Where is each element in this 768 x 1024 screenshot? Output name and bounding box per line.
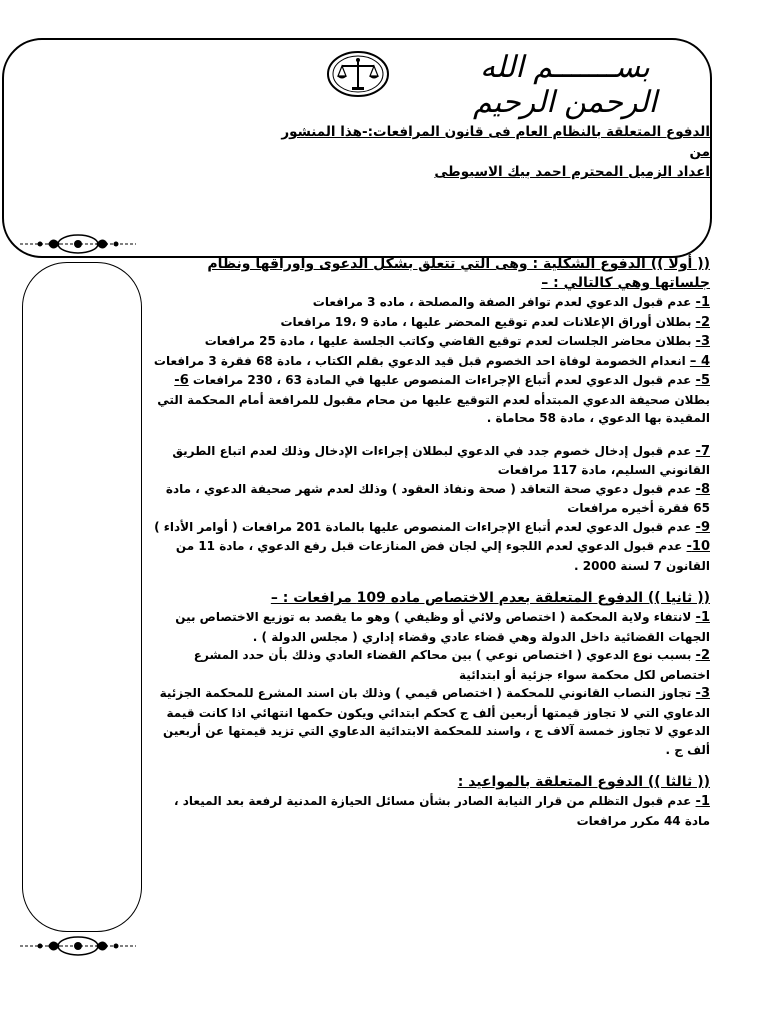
list-item	[150, 371, 710, 428]
list-item	[150, 684, 710, 759]
document-body	[150, 255, 710, 830]
item-text: عدم قبول الدعوي لعدم أتباع الإجراءات المنصوص عليها بالمادة 201 مرافعات ( أوامر الأداء )	[154, 519, 692, 534]
item-text: لانتفاء ولاية المحكمة ( اختصاص ولائي أو وظيفي ) وهو ما يقصد به توزيع الاختصاص بين الجهات القضائية داخل الدولة وهي قضاء عادي وقضاء إداري ( مجلس الدولة ) .	[175, 610, 710, 644]
item-text: عدم قبول إدخال خصوم جدد في الدعوي لبطلان إجراءات الإدخال وذلك لعدم اتباع الطريق القانوني السليم، مادة 117 مرافعات	[172, 443, 710, 477]
item-text: عدم قبول الدعوي لعدم اللجوء إلي لجان فض المنازعات قبل رفع الدعوي ، مادة 11 من القانون 7 لسنة 2000 .	[175, 539, 710, 573]
item-number: 1-	[695, 794, 710, 809]
item-text: بطلان محاضر الجلسات لعدم توقيع القاضي وكاتب الجلسة عليها ، مادة 25 مرافعات	[204, 334, 692, 348]
item-number: 1-	[695, 610, 710, 625]
section-heading-jurisdiction: (( ثانيا )) الدفوع المتعلقة بعدم الاختصاص ماده 109 مرافعات : –	[270, 590, 710, 606]
item-text: عدم قبول الدعوي لعدم توافر الصفة والمصلحة ، ماده 3 مرافعات	[312, 295, 692, 309]
item-number: 3-	[695, 686, 710, 701]
item-number: 10-	[686, 539, 710, 554]
list-item	[150, 608, 710, 646]
section-heading-deadlines: (( ثالثا )) الدفوع المتعلقة بالمواعيد :	[457, 774, 710, 790]
item-number: 1-	[695, 295, 710, 310]
list-item	[150, 332, 710, 352]
item-number: 6-	[174, 373, 189, 388]
list-item	[150, 352, 710, 372]
item-text: عدم قبول التظلم من قرار النيابة الصادر بشأن مسائل الحيازة المدنية لرفعة بعد الميعاد ، مادة 44 مكرر مرافعات	[174, 794, 710, 828]
item-text: انعدام الخصومة لوفاة احد الخصوم قبل قيد الدعوي بقلم الكتاب ، مادة 68 فقرة 3 مرافعات	[153, 353, 686, 368]
list-item	[150, 442, 710, 480]
spacer	[150, 575, 710, 589]
basmala-calligraphy: بســـــــم الله الرحمن الرحيم	[473, 50, 657, 120]
list-item	[150, 792, 710, 830]
list-item	[150, 480, 710, 518]
item-number: 8-	[695, 481, 710, 497]
item-number: 5-	[695, 373, 710, 388]
item-number: 3-	[695, 334, 710, 349]
list-item	[150, 537, 710, 575]
intro-title: الدفوع المتعلقة بالنظام العام فى قانون المرافعات:-هذا المنشور من	[281, 124, 710, 160]
item-number: 7-	[695, 443, 710, 459]
document-intro	[270, 122, 710, 182]
item-number: 2-	[695, 648, 710, 663]
item-text: بطلان أوراق الإعلانات لعدم توقيع المحضر عليها ، مادة 9 ،19 مرافعات	[280, 314, 692, 329]
list-item	[150, 293, 710, 313]
spacer	[150, 759, 710, 773]
item-text: بطلان صحيفة الدعوي المبتدأه لعدم التوقيع عليها من محام مقبول للمرافعة أمام المحكمة التي المقيدة بها الدعوي ، مادة 58 محاماة .	[157, 392, 710, 425]
item-text: عدم قبول الدعوي لعدم أتباع الإجراءات المنصوص عليها في المادة 63 ، 230 مرافعات	[192, 373, 692, 387]
floral-ornament-icon	[18, 935, 138, 957]
item-text: عدم قبول دعوي صحة التعاقد ( صحة ونفاذ العقود ) وذلك لعدم شهر صحيفة الدعوي ، مادة 65 فقرة أخيره مرافعات	[165, 481, 710, 515]
section-heading-formal-defenses: (( أولا )) الدفوع الشكلية : وهى التي تتعلق بشكل الدعوى واوراقها ونظام جلساتها وهي كالتالي : –	[207, 256, 710, 291]
item-number: 4 –	[689, 353, 710, 369]
spacer	[150, 428, 710, 442]
item-text: بسبب نوع الدعوي ( اختصاص نوعي ) بين محاكم القضاء العادي وذلك بأن حدد المشرع اختصاص لكل محكمة سواء جزئية أو ابتدائية	[193, 648, 710, 682]
item-number: 2-	[695, 314, 710, 330]
item-text: تجاوز النصاب القانوني للمحكمة ( اختصاص قيمي ) وذلك بان اسند المشرع للمحكمة الجزئية الدعاوي التي لا تجاوز قيمتها أربعين ألف ج كحكم ابتدائي ويكون حكمها انتهائي اذا كانت قيمة الدعوي لا تجاوز خمسة آلاف ج ، واسند للمحكمة الابتدائية الدعاوي التي تزيد قيمتها عن أربعين ألف ج .	[159, 686, 710, 757]
list-item	[150, 646, 710, 684]
item-number: 9-	[695, 519, 710, 535]
floral-ornament-icon	[18, 233, 138, 255]
scales-of-justice-icon	[327, 50, 389, 98]
intro-author: اعداد الزميل المحترم احمد بيك الاسيوطى	[434, 164, 710, 180]
list-item	[150, 313, 710, 333]
list-item	[150, 518, 710, 538]
side-border-panel	[22, 262, 142, 932]
